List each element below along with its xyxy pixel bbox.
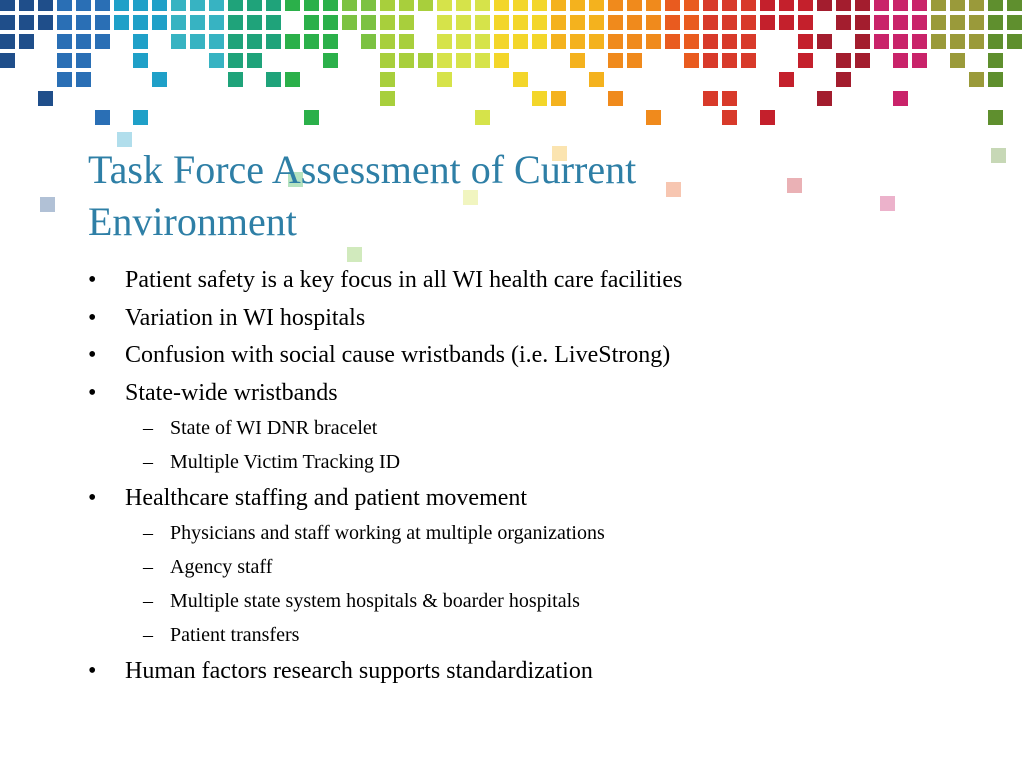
mosaic-tile — [361, 15, 376, 30]
mosaic-tile — [285, 0, 300, 11]
mosaic-tile — [931, 15, 946, 30]
mosaic-tile — [608, 0, 623, 11]
mosaic-tile — [741, 0, 756, 11]
mosaic-tile — [380, 53, 395, 68]
mosaic-tile — [152, 0, 167, 11]
mosaic-tile — [779, 0, 794, 11]
mosaic-tile — [209, 0, 224, 11]
mosaic-tile — [209, 53, 224, 68]
mosaic-tile — [228, 34, 243, 49]
bullet-item — [88, 304, 988, 332]
mosaic-tile — [76, 34, 91, 49]
mosaic-tile — [152, 72, 167, 87]
mosaic-tile — [950, 0, 965, 11]
mosaic-tile — [798, 53, 813, 68]
mosaic-tile — [114, 0, 129, 11]
mosaic-tile — [893, 53, 908, 68]
mosaic-tile — [627, 15, 642, 30]
mosaic-tile — [418, 53, 433, 68]
mosaic-tile — [95, 0, 110, 11]
mosaic-tile — [608, 91, 623, 106]
bullet-text: Patient safety is a key focus in all WI health care facilities — [125, 267, 683, 293]
mosaic-tile — [152, 15, 167, 30]
mosaic-tile — [209, 15, 224, 30]
bullet-text: Healthcare staffing and patient movement — [125, 484, 528, 511]
mosaic-tile — [247, 34, 262, 49]
mosaic-tile — [570, 34, 585, 49]
mosaic-tile — [532, 34, 547, 49]
mosaic-tile — [817, 34, 832, 49]
mosaic-tile — [760, 15, 775, 30]
mosaic-tile — [171, 0, 186, 11]
mosaic-tile — [285, 72, 300, 87]
mosaic-tile — [969, 0, 984, 11]
mosaic-tile — [817, 0, 832, 11]
mosaic-tile — [988, 110, 1003, 125]
mosaic-tile — [361, 0, 376, 11]
mosaic-tile — [0, 15, 15, 30]
mosaic-tile — [722, 53, 737, 68]
mosaic-tile — [969, 72, 984, 87]
mosaic-tile — [494, 34, 509, 49]
mosaic-tile — [836, 15, 851, 30]
mosaic-tile — [247, 53, 262, 68]
mosaic-tile — [950, 53, 965, 68]
mosaic-tile — [190, 0, 205, 11]
mosaic-tile — [456, 0, 471, 11]
mosaic-tile — [551, 34, 566, 49]
mosaic-tile — [988, 72, 1003, 87]
mosaic-tile — [874, 15, 889, 30]
mosaic-tile — [304, 110, 319, 125]
mosaic-tile — [380, 72, 395, 87]
mosaic-tile — [190, 15, 205, 30]
mosaic-tile — [513, 34, 528, 49]
mosaic-tile — [304, 15, 319, 30]
mosaic-tile — [722, 110, 737, 125]
mosaic-tile — [0, 34, 15, 49]
mosaic-tile — [513, 72, 528, 87]
mosaic-tile — [798, 34, 813, 49]
bullet-text: Physicians and staff working at multiple organizations — [170, 522, 605, 544]
mosaic-tile — [703, 53, 718, 68]
mosaic-tile — [589, 0, 604, 11]
mosaic-tile — [787, 178, 802, 193]
mosaic-tile — [988, 34, 1003, 49]
mosaic-tile — [437, 0, 452, 11]
mosaic-tile — [380, 34, 395, 49]
mosaic-tile — [608, 53, 623, 68]
mosaic-tile — [171, 15, 186, 30]
mosaic-tile — [988, 53, 1003, 68]
mosaic-tile — [0, 53, 15, 68]
mosaic-tile — [779, 15, 794, 30]
slide-title: Task Force Assessment of Current Environment — [88, 147, 637, 244]
mosaic-tile — [304, 0, 319, 11]
bullet-text: State-wide wristbands — [125, 379, 338, 406]
mosaic-tile — [855, 15, 870, 30]
mosaic-tile — [494, 53, 509, 68]
mosaic-tile — [779, 72, 794, 87]
mosaic-tile — [399, 53, 414, 68]
mosaic-tile — [323, 34, 338, 49]
mosaic-tile — [874, 0, 889, 11]
bullet-item — [88, 266, 988, 294]
mosaic-tile — [912, 34, 927, 49]
mosaic-tile — [627, 53, 642, 68]
mosaic-tile — [1007, 34, 1022, 49]
mosaic-tile — [969, 34, 984, 49]
mosaic-tile — [836, 72, 851, 87]
mosaic-tile — [627, 0, 642, 11]
bullet-text: Multiple Victim Tracking ID — [170, 451, 401, 473]
bullet-text: Agency staff — [170, 556, 273, 578]
mosaic-tile — [57, 72, 72, 87]
mosaic-tile — [342, 15, 357, 30]
mosaic-tile — [760, 0, 775, 11]
mosaic-tile — [380, 15, 395, 30]
mosaic-tile — [380, 0, 395, 11]
mosaic-tile — [247, 0, 262, 11]
mosaic-tile — [95, 15, 110, 30]
mosaic-tile — [817, 91, 832, 106]
mosaic-tile — [57, 0, 72, 11]
mosaic-tile — [722, 0, 737, 11]
mosaic-tile — [988, 15, 1003, 30]
bullet-text: Confusion with social cause wristbands (i.e. LiveStrong) — [125, 342, 671, 368]
mosaic-tile — [266, 34, 281, 49]
mosaic-tile — [494, 15, 509, 30]
mosaic-tile — [38, 0, 53, 11]
mosaic-tile — [855, 0, 870, 11]
bullet-text: Multiple state system hospitals & boarder hospitals — [170, 590, 580, 612]
mosaic-tile — [76, 72, 91, 87]
mosaic-tile — [912, 53, 927, 68]
mosaic-tile — [347, 247, 362, 262]
mosaic-tile — [247, 15, 262, 30]
mosaic-tile — [931, 0, 946, 11]
mosaic-tile — [19, 15, 34, 30]
mosaic-tile — [855, 53, 870, 68]
mosaic-tile — [171, 34, 186, 49]
mosaic-tile — [133, 15, 148, 30]
mosaic-tile — [95, 110, 110, 125]
mosaic-tile — [456, 34, 471, 49]
mosaic-tile — [855, 34, 870, 49]
bullet-item — [88, 341, 988, 369]
bullet-text: Human factors research supports standardization — [125, 657, 593, 684]
mosaic-tile — [38, 15, 53, 30]
mosaic-tile — [399, 15, 414, 30]
mosaic-tile — [114, 15, 129, 30]
bullet-list — [88, 266, 988, 694]
mosaic-tile — [323, 15, 338, 30]
mosaic-tile — [133, 110, 148, 125]
mosaic-tile — [931, 34, 946, 49]
mosaic-tile — [190, 34, 205, 49]
mosaic-tile — [304, 34, 319, 49]
mosaic-tile — [133, 0, 148, 11]
mosaic-tile — [532, 91, 547, 106]
mosaic-tile — [722, 34, 737, 49]
mosaic-tile — [741, 34, 756, 49]
mosaic-tile — [399, 34, 414, 49]
mosaic-tile — [608, 15, 623, 30]
mosaic-tile — [893, 91, 908, 106]
mosaic-tile — [266, 72, 281, 87]
mosaic-tile — [437, 34, 452, 49]
sub-bullet-item — [88, 450, 988, 474]
mosaic-tile — [57, 34, 72, 49]
mosaic-tile — [532, 15, 547, 30]
mosaic-tile — [513, 0, 528, 11]
mosaic-tile — [988, 0, 1003, 11]
sub-bullet-item — [88, 589, 988, 613]
mosaic-tile — [646, 34, 661, 49]
mosaic-tile — [665, 15, 680, 30]
mosaic-tile — [570, 0, 585, 11]
bullet-item — [88, 379, 988, 407]
mosaic-tile — [703, 91, 718, 106]
mosaic-tile — [684, 15, 699, 30]
mosaic-tile — [646, 15, 661, 30]
mosaic-tile — [19, 0, 34, 11]
mosaic-tile — [228, 53, 243, 68]
mosaic-tile — [266, 0, 281, 11]
mosaic-tile — [228, 72, 243, 87]
mosaic-tile — [323, 0, 338, 11]
mosaic-tile — [880, 196, 895, 211]
mosaic-tile — [589, 15, 604, 30]
mosaic-tile — [589, 72, 604, 87]
mosaic-tile — [323, 53, 338, 68]
mosaic-tile — [133, 53, 148, 68]
mosaic-tile — [646, 110, 661, 125]
mosaic-tile — [551, 0, 566, 11]
mosaic-tile — [589, 34, 604, 49]
sub-bullet-item — [88, 416, 988, 440]
bullet-text: Variation in WI hospitals — [125, 304, 366, 331]
mosaic-tile — [76, 15, 91, 30]
mosaic-tile — [836, 53, 851, 68]
mosaic-tile — [570, 15, 585, 30]
mosaic-tile — [665, 34, 680, 49]
bullet-item — [88, 484, 988, 512]
mosaic-tile — [437, 15, 452, 30]
mosaic-tile — [893, 15, 908, 30]
mosaic-tile — [684, 0, 699, 11]
mosaic-tile — [475, 0, 490, 11]
mosaic-tile — [475, 34, 490, 49]
mosaic-tile — [494, 0, 509, 11]
mosaic-tile — [646, 0, 661, 11]
sub-bullet-item — [88, 555, 988, 579]
mosaic-tile — [969, 15, 984, 30]
mosaic-tile — [798, 0, 813, 11]
mosaic-tile — [684, 53, 699, 68]
mosaic-tile — [456, 15, 471, 30]
mosaic-tile — [57, 15, 72, 30]
mosaic-tile — [684, 34, 699, 49]
mosaic-tile — [19, 34, 34, 49]
mosaic-tile — [456, 53, 471, 68]
mosaic-tile — [361, 34, 376, 49]
mosaic-tile — [874, 34, 889, 49]
mosaic-tile — [703, 15, 718, 30]
mosaic-tile — [380, 91, 395, 106]
sub-bullet-item — [88, 623, 988, 647]
mosaic-tile — [722, 15, 737, 30]
mosaic-tile — [0, 0, 15, 11]
mosaic-tile — [665, 0, 680, 11]
mosaic-tile — [285, 34, 300, 49]
mosaic-tile — [532, 0, 547, 11]
mosaic-tile — [760, 110, 775, 125]
mosaic-tile — [893, 34, 908, 49]
bullet-text: Patient transfers — [170, 624, 300, 646]
mosaic-tile — [475, 110, 490, 125]
mosaic-tile — [551, 91, 566, 106]
mosaic-tile — [475, 53, 490, 68]
mosaic-tile — [228, 0, 243, 11]
mosaic-tile — [798, 15, 813, 30]
mosaic-tile — [38, 91, 53, 106]
mosaic-tile — [209, 34, 224, 49]
mosaic-tile — [950, 34, 965, 49]
mosaic-tile — [741, 15, 756, 30]
mosaic-tile — [76, 0, 91, 11]
mosaic-tile — [76, 53, 91, 68]
mosaic-tile — [627, 34, 642, 49]
mosaic-tile — [551, 15, 566, 30]
mosaic-tile — [893, 0, 908, 11]
mosaic-tile — [513, 15, 528, 30]
mosaic-tile — [1007, 15, 1022, 30]
mosaic-tile — [95, 34, 110, 49]
mosaic-tile — [266, 15, 281, 30]
mosaic-tile — [418, 0, 433, 11]
mosaic-tile — [741, 53, 756, 68]
mosaic-tile — [399, 0, 414, 11]
mosaic-tile — [703, 0, 718, 11]
mosaic-tile — [912, 15, 927, 30]
mosaic-tile — [437, 53, 452, 68]
mosaic-tile — [228, 15, 243, 30]
mosaic-tile — [608, 34, 623, 49]
mosaic-tile — [836, 0, 851, 11]
mosaic-tile — [40, 197, 55, 212]
mosaic-tile — [57, 53, 72, 68]
mosaic-tile — [950, 15, 965, 30]
bullet-item — [88, 657, 988, 685]
mosaic-tile — [1007, 0, 1022, 11]
mosaic-tile — [912, 0, 927, 11]
mosaic-tile — [570, 53, 585, 68]
mosaic-tile — [133, 34, 148, 49]
mosaic-tile — [703, 34, 718, 49]
sub-bullet-item — [88, 521, 988, 545]
mosaic-tile — [722, 91, 737, 106]
mosaic-tile — [342, 0, 357, 11]
mosaic-tile — [437, 72, 452, 87]
bullet-text: State of WI DNR bracelet — [170, 417, 378, 439]
mosaic-tile — [991, 148, 1006, 163]
mosaic-tile — [475, 15, 490, 30]
